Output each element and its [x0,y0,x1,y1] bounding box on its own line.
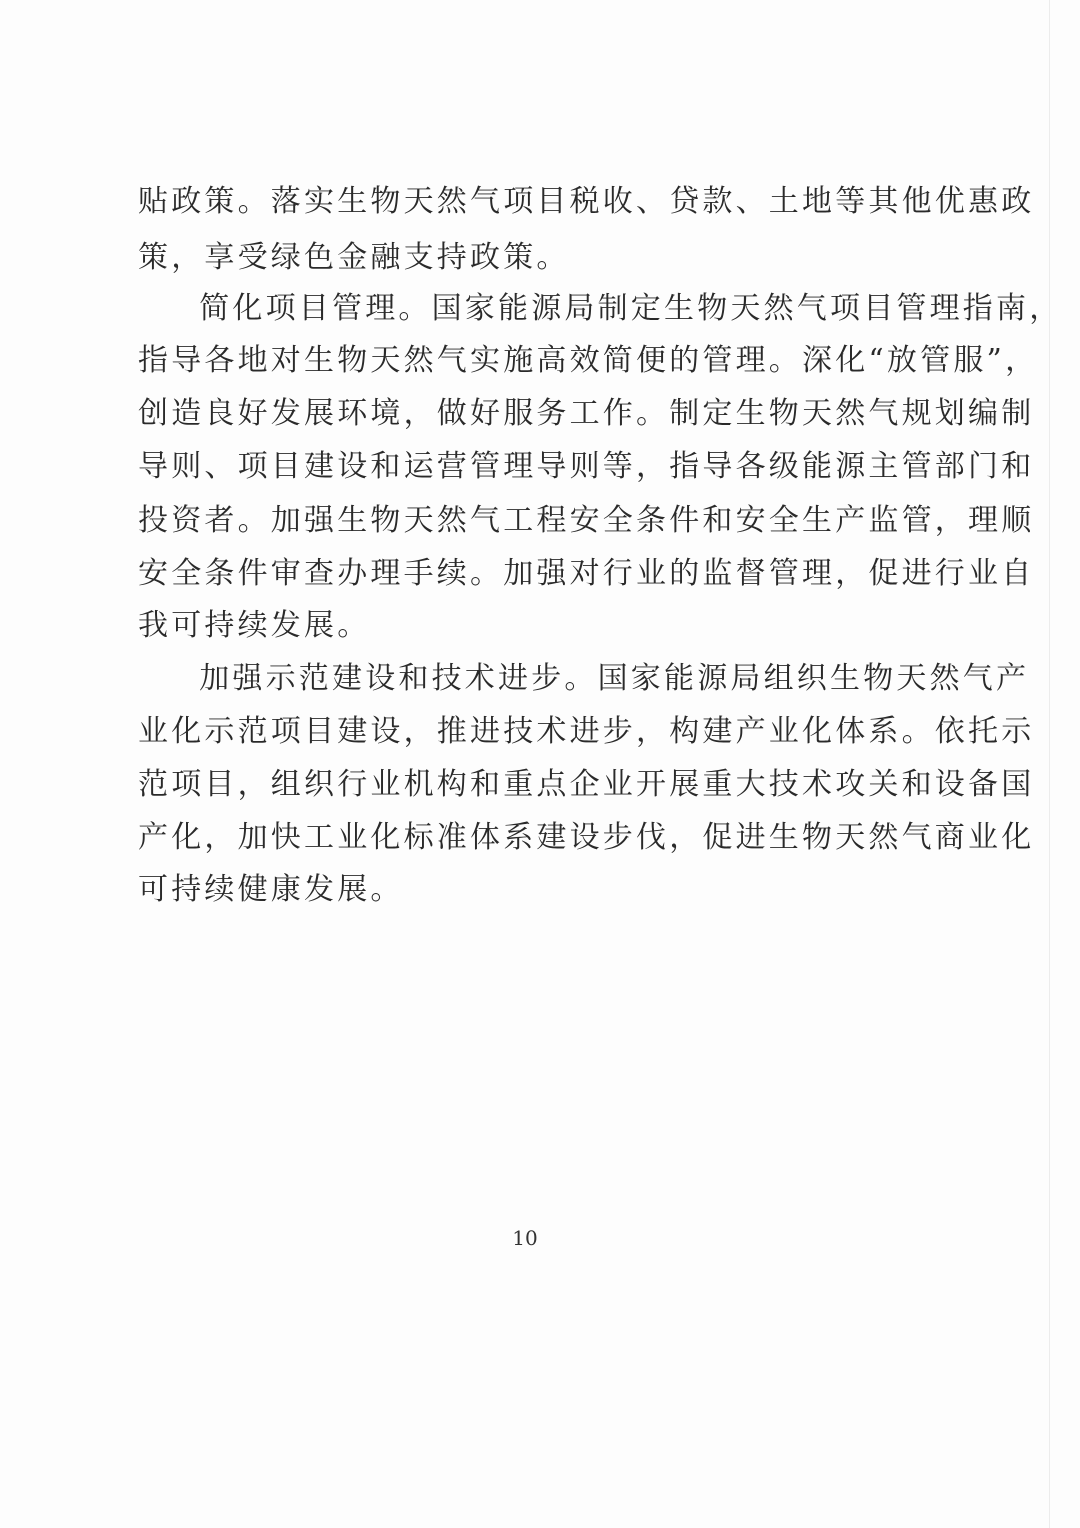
paragraph-heading-line: 加强示范建设和技术进步。国家能源局组织生物天然气产 [166,661,1030,696]
scan-edge [1049,0,1050,1528]
page-number: 10 [512,1226,538,1250]
text-line: 指导各地对生物天然气实施高效简便的管理。深化“放管服”， [138,343,1039,378]
text-line: 安全条件审查办理手续。加强对行业的监督管理，促进行业自 [138,556,1035,591]
paragraph-heading-line: 简化项目管理。国家能源局制定生物天然气项目管理指南， [166,291,1063,326]
text-line: 创造良好发展环境，做好服务工作。制定生物天然气规划编制 [138,396,1035,431]
text-line: 产化，加快工业化标准体系建设步伐，促进生物天然气商业化 [138,820,1035,855]
text-line: 策，享受绿色金融支持政策。 [138,240,570,275]
text-line: 可持续健康发展。 [138,872,404,907]
text-line: 导则、项目建设和运营管理导则等，指导各级能源主管部门和 [138,449,1035,484]
text-line: 我可持续发展。 [138,608,371,643]
text-line: 贴政策。落实生物天然气项目税收、贷款、土地等其他优惠政 [138,184,1035,219]
text-line: 投资者。加强生物天然气工程安全条件和安全生产监管，理顺 [138,503,1035,538]
text-line: 范项目，组织行业机构和重点企业开展重大技术攻关和设备国 [138,767,1035,802]
text-line: 业化示范项目建设，推进技术进步，构建产业化体系。依托示 [138,714,1035,749]
